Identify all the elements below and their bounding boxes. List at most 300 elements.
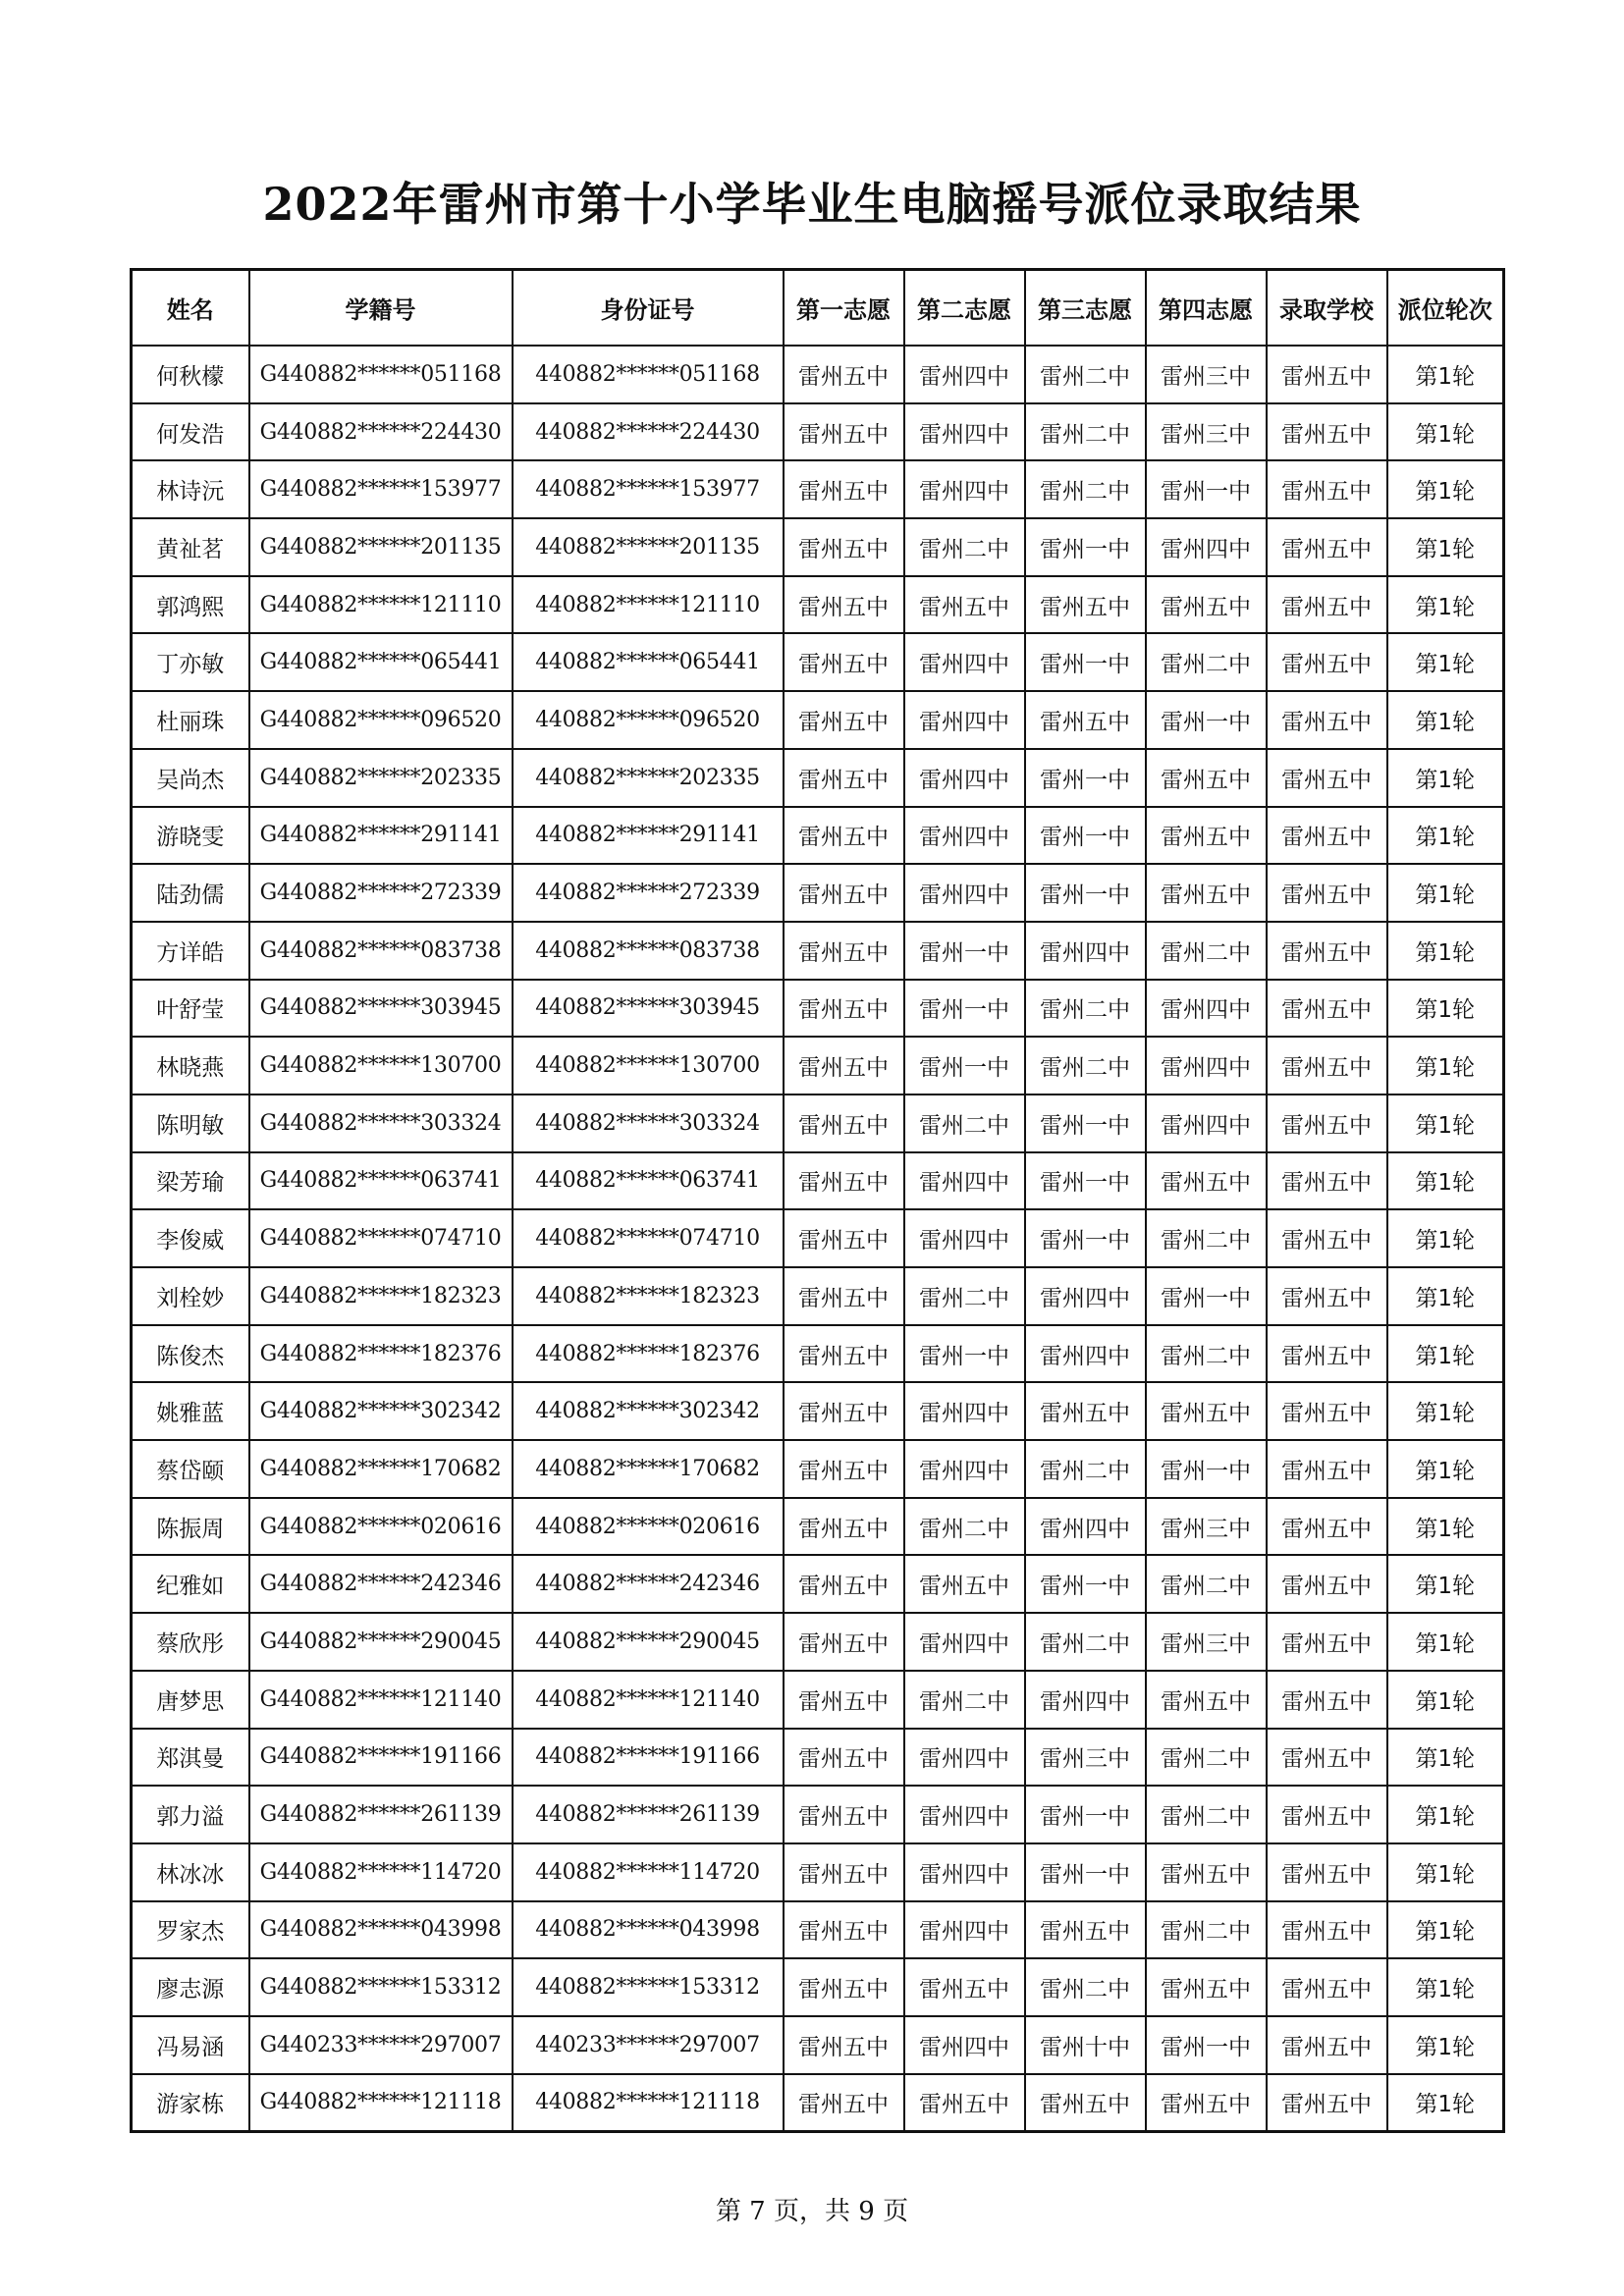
- cell-choice-2: 雷州四中: [904, 460, 1025, 518]
- cell-name: 游家栋: [132, 2074, 249, 2132]
- cell-choice-3: 雷州二中: [1025, 1037, 1146, 1095]
- cell-choice-4: 雷州五中: [1146, 1843, 1267, 1901]
- cell-id-card: 440882******153312: [513, 1958, 784, 2016]
- cell-admitted-school: 雷州五中: [1267, 1613, 1387, 1671]
- cell-choice-4: 雷州二中: [1146, 1901, 1267, 1959]
- cell-id-card: 440882******065441: [513, 633, 784, 691]
- cell-id-card: 440882******020616: [513, 1498, 784, 1556]
- cell-admitted-school: 雷州五中: [1267, 922, 1387, 980]
- column-header-admitted-school: 录取学校: [1267, 270, 1387, 347]
- cell-name: 姚雅蓝: [132, 1382, 249, 1440]
- cell-choice-2: 雷州四中: [904, 864, 1025, 922]
- cell-round: 第1轮: [1387, 1786, 1504, 1843]
- cell-choice-3: 雷州五中: [1025, 576, 1146, 634]
- table-header-row: [132, 270, 1504, 347]
- cell-student-id: G440882******224430: [249, 403, 513, 461]
- column-header-choice-4: 第四志愿: [1146, 270, 1267, 347]
- cell-admitted-school: 雷州五中: [1267, 1729, 1387, 1787]
- cell-choice-3: 雷州五中: [1025, 1901, 1146, 1959]
- cell-round: 第1轮: [1387, 749, 1504, 807]
- table-row: [132, 576, 1504, 634]
- cell-choice-1: 雷州五中: [784, 346, 904, 403]
- cell-student-id: G440882******182376: [249, 1325, 513, 1383]
- table-row: [132, 1843, 1504, 1901]
- cell-round: 第1轮: [1387, 403, 1504, 461]
- cell-choice-2: 雷州五中: [904, 1555, 1025, 1613]
- table-row: [132, 980, 1504, 1038]
- cell-student-id: G440882******096520: [249, 691, 513, 749]
- admission-results-table: [130, 268, 1505, 2133]
- cell-choice-2: 雷州四中: [904, 807, 1025, 865]
- column-header-round: 派位轮次: [1387, 270, 1504, 347]
- cell-admitted-school: 雷州五中: [1267, 1325, 1387, 1383]
- cell-student-id: G440882******020616: [249, 1498, 513, 1556]
- cell-student-id: G440882******272339: [249, 864, 513, 922]
- table-body: [132, 346, 1504, 2132]
- cell-id-card: 440882******272339: [513, 864, 784, 922]
- table-row: [132, 1382, 1504, 1440]
- cell-choice-1: 雷州五中: [784, 576, 904, 634]
- cell-id-card: 440882******170682: [513, 1440, 784, 1498]
- cell-choice-4: 雷州二中: [1146, 1555, 1267, 1613]
- cell-choice-4: 雷州五中: [1146, 807, 1267, 865]
- cell-round: 第1轮: [1387, 807, 1504, 865]
- cell-name: 郭鸿熙: [132, 576, 249, 634]
- table-row: [132, 1786, 1504, 1843]
- table-row: [132, 403, 1504, 461]
- cell-id-card: 440882******302342: [513, 1382, 784, 1440]
- cell-id-card: 440882******191166: [513, 1729, 784, 1787]
- cell-choice-3: 雷州四中: [1025, 1671, 1146, 1729]
- cell-student-id: G440882******083738: [249, 922, 513, 980]
- cell-name: 陈振周: [132, 1498, 249, 1556]
- cell-choice-2: 雷州四中: [904, 1901, 1025, 1959]
- cell-round: 第1轮: [1387, 922, 1504, 980]
- cell-id-card: 440882******063741: [513, 1152, 784, 1210]
- cell-choice-3: 雷州二中: [1025, 1440, 1146, 1498]
- cell-choice-4: 雷州五中: [1146, 576, 1267, 634]
- cell-choice-3: 雷州一中: [1025, 1555, 1146, 1613]
- cell-student-id: G440882******182323: [249, 1267, 513, 1325]
- column-header-choice-2: 第二志愿: [904, 270, 1025, 347]
- table-row: [132, 691, 1504, 749]
- cell-id-card: 440882******201135: [513, 518, 784, 576]
- cell-choice-1: 雷州五中: [784, 518, 904, 576]
- cell-id-card: 440882******182323: [513, 1267, 784, 1325]
- table-row: [132, 1095, 1504, 1152]
- cell-id-card: 440882******121118: [513, 2074, 784, 2132]
- cell-round: 第1轮: [1387, 1382, 1504, 1440]
- table-row: [132, 1209, 1504, 1267]
- cell-id-card: 440882******182376: [513, 1325, 784, 1383]
- cell-choice-2: 雷州四中: [904, 1152, 1025, 1210]
- cell-round: 第1轮: [1387, 1729, 1504, 1787]
- cell-admitted-school: 雷州五中: [1267, 1671, 1387, 1729]
- cell-admitted-school: 雷州五中: [1267, 864, 1387, 922]
- table-row: [132, 1325, 1504, 1383]
- cell-name: 方详皓: [132, 922, 249, 980]
- cell-choice-1: 雷州五中: [784, 1901, 904, 1959]
- cell-choice-4: 雷州五中: [1146, 1671, 1267, 1729]
- cell-name: 林晓燕: [132, 1037, 249, 1095]
- cell-admitted-school: 雷州五中: [1267, 807, 1387, 865]
- cell-choice-2: 雷州一中: [904, 1037, 1025, 1095]
- cell-admitted-school: 雷州五中: [1267, 576, 1387, 634]
- cell-name: 何秋檬: [132, 346, 249, 403]
- cell-name: 廖志源: [132, 1958, 249, 2016]
- cell-choice-4: 雷州五中: [1146, 1382, 1267, 1440]
- cell-choice-4: 雷州四中: [1146, 980, 1267, 1038]
- column-header-id-card: 身份证号: [513, 270, 784, 347]
- cell-choice-3: 雷州四中: [1025, 1325, 1146, 1383]
- cell-choice-3: 雷州三中: [1025, 1729, 1146, 1787]
- cell-choice-2: 雷州二中: [904, 1267, 1025, 1325]
- cell-choice-2: 雷州一中: [904, 1325, 1025, 1383]
- cell-choice-4: 雷州三中: [1146, 346, 1267, 403]
- cell-student-id: G440882******303324: [249, 1095, 513, 1152]
- cell-name: 罗家杰: [132, 1901, 249, 1959]
- cell-round: 第1轮: [1387, 1555, 1504, 1613]
- cell-round: 第1轮: [1387, 980, 1504, 1038]
- cell-id-card: 440882******121110: [513, 576, 784, 634]
- cell-choice-1: 雷州五中: [784, 1671, 904, 1729]
- cell-choice-4: 雷州五中: [1146, 749, 1267, 807]
- cell-choice-3: 雷州二中: [1025, 346, 1146, 403]
- cell-student-id: G440882******261139: [249, 1786, 513, 1843]
- cell-name: 蔡岱颐: [132, 1440, 249, 1498]
- table-row: [132, 1152, 1504, 1210]
- cell-admitted-school: 雷州五中: [1267, 1843, 1387, 1901]
- cell-student-id: G440882******201135: [249, 518, 513, 576]
- cell-id-card: 440882******074710: [513, 1209, 784, 1267]
- cell-choice-4: 雷州一中: [1146, 1267, 1267, 1325]
- cell-choice-1: 雷州五中: [784, 1958, 904, 2016]
- cell-choice-3: 雷州一中: [1025, 518, 1146, 576]
- cell-choice-3: 雷州二中: [1025, 460, 1146, 518]
- cell-choice-1: 雷州五中: [784, 1440, 904, 1498]
- cell-choice-2: 雷州四中: [904, 749, 1025, 807]
- cell-choice-1: 雷州五中: [784, 1095, 904, 1152]
- cell-choice-3: 雷州十中: [1025, 2016, 1146, 2074]
- cell-choice-2: 雷州二中: [904, 518, 1025, 576]
- cell-choice-4: 雷州五中: [1146, 2074, 1267, 2132]
- cell-admitted-school: 雷州五中: [1267, 749, 1387, 807]
- cell-id-card: 440882******121140: [513, 1671, 784, 1729]
- cell-id-card: 440882******096520: [513, 691, 784, 749]
- cell-round: 第1轮: [1387, 1901, 1504, 1959]
- cell-choice-3: 雷州一中: [1025, 1843, 1146, 1901]
- cell-choice-4: 雷州一中: [1146, 691, 1267, 749]
- cell-admitted-school: 雷州五中: [1267, 346, 1387, 403]
- cell-student-id: G440882******051168: [249, 346, 513, 403]
- cell-id-card: 440882******051168: [513, 346, 784, 403]
- cell-choice-3: 雷州五中: [1025, 2074, 1146, 2132]
- cell-name: 唐梦思: [132, 1671, 249, 1729]
- cell-choice-1: 雷州五中: [784, 1613, 904, 1671]
- cell-student-id: G440882******121118: [249, 2074, 513, 2132]
- cell-choice-4: 雷州五中: [1146, 1958, 1267, 2016]
- cell-choice-3: 雷州四中: [1025, 1498, 1146, 1556]
- cell-choice-4: 雷州三中: [1146, 1498, 1267, 1556]
- table-row: [132, 807, 1504, 865]
- cell-choice-2: 雷州四中: [904, 1729, 1025, 1787]
- cell-id-card: 440882******130700: [513, 1037, 784, 1095]
- cell-choice-2: 雷州四中: [904, 2016, 1025, 2074]
- cell-choice-2: 雷州四中: [904, 1440, 1025, 1498]
- cell-choice-3: 雷州四中: [1025, 922, 1146, 980]
- cell-admitted-school: 雷州五中: [1267, 2074, 1387, 2132]
- cell-student-id: G440882******242346: [249, 1555, 513, 1613]
- cell-choice-4: 雷州二中: [1146, 1325, 1267, 1383]
- cell-round: 第1轮: [1387, 864, 1504, 922]
- table-row: [132, 1901, 1504, 1959]
- cell-admitted-school: 雷州五中: [1267, 1209, 1387, 1267]
- cell-admitted-school: 雷州五中: [1267, 1382, 1387, 1440]
- cell-choice-2: 雷州四中: [904, 403, 1025, 461]
- cell-choice-3: 雷州一中: [1025, 864, 1146, 922]
- cell-admitted-school: 雷州五中: [1267, 1095, 1387, 1152]
- cell-choice-2: 雷州四中: [904, 633, 1025, 691]
- cell-student-id: G440882******302342: [249, 1382, 513, 1440]
- cell-choice-2: 雷州一中: [904, 922, 1025, 980]
- cell-round: 第1轮: [1387, 2016, 1504, 2074]
- cell-round: 第1轮: [1387, 1095, 1504, 1152]
- table-row: [132, 1729, 1504, 1787]
- table-row: [132, 922, 1504, 980]
- cell-choice-1: 雷州五中: [784, 1729, 904, 1787]
- cell-choice-2: 雷州五中: [904, 576, 1025, 634]
- cell-round: 第1轮: [1387, 1152, 1504, 1210]
- cell-choice-4: 雷州一中: [1146, 2016, 1267, 2074]
- cell-round: 第1轮: [1387, 2074, 1504, 2132]
- cell-name: 丁亦敏: [132, 633, 249, 691]
- cell-choice-3: 雷州一中: [1025, 807, 1146, 865]
- column-header-choice-3: 第三志愿: [1025, 270, 1146, 347]
- table-row: [132, 1037, 1504, 1095]
- cell-student-id: G440882******170682: [249, 1440, 513, 1498]
- cell-id-card: 440882******153977: [513, 460, 784, 518]
- table-row: [132, 2016, 1504, 2074]
- cell-id-card: 440882******290045: [513, 1613, 784, 1671]
- cell-id-card: 440882******083738: [513, 922, 784, 980]
- table-row: [132, 749, 1504, 807]
- table-row: [132, 1440, 1504, 1498]
- cell-admitted-school: 雷州五中: [1267, 1498, 1387, 1556]
- cell-choice-1: 雷州五中: [784, 691, 904, 749]
- cell-student-id: G440882******121110: [249, 576, 513, 634]
- cell-choice-1: 雷州五中: [784, 1555, 904, 1613]
- cell-name: 刘栓妙: [132, 1267, 249, 1325]
- cell-round: 第1轮: [1387, 576, 1504, 634]
- table-row: [132, 864, 1504, 922]
- cell-choice-2: 雷州四中: [904, 1786, 1025, 1843]
- cell-name: 叶舒莹: [132, 980, 249, 1038]
- cell-choice-3: 雷州二中: [1025, 1958, 1146, 2016]
- cell-choice-1: 雷州五中: [784, 749, 904, 807]
- cell-round: 第1轮: [1387, 346, 1504, 403]
- cell-choice-4: 雷州三中: [1146, 403, 1267, 461]
- cell-choice-1: 雷州五中: [784, 1382, 904, 1440]
- cell-choice-3: 雷州一中: [1025, 1152, 1146, 1210]
- cell-name: 纪雅如: [132, 1555, 249, 1613]
- cell-id-card: 440882******303945: [513, 980, 784, 1038]
- cell-round: 第1轮: [1387, 518, 1504, 576]
- table-row: [132, 1613, 1504, 1671]
- cell-student-id: G440882******114720: [249, 1843, 513, 1901]
- cell-choice-3: 雷州四中: [1025, 1267, 1146, 1325]
- cell-choice-1: 雷州五中: [784, 1325, 904, 1383]
- cell-choice-2: 雷州四中: [904, 346, 1025, 403]
- cell-id-card: 440882******224430: [513, 403, 784, 461]
- cell-round: 第1轮: [1387, 1843, 1504, 1901]
- cell-name: 吴尚杰: [132, 749, 249, 807]
- cell-choice-1: 雷州五中: [784, 1498, 904, 1556]
- cell-choice-1: 雷州五中: [784, 922, 904, 980]
- cell-round: 第1轮: [1387, 1325, 1504, 1383]
- table-row: [132, 1671, 1504, 1729]
- cell-choice-4: 雷州三中: [1146, 1613, 1267, 1671]
- cell-choice-1: 雷州五中: [784, 864, 904, 922]
- cell-choice-1: 雷州五中: [784, 1843, 904, 1901]
- cell-name: 游晓雯: [132, 807, 249, 865]
- cell-student-id: G440882******063741: [249, 1152, 513, 1210]
- cell-choice-1: 雷州五中: [784, 403, 904, 461]
- cell-name: 冯易涵: [132, 2016, 249, 2074]
- cell-admitted-school: 雷州五中: [1267, 1152, 1387, 1210]
- cell-choice-1: 雷州五中: [784, 2074, 904, 2132]
- cell-choice-2: 雷州二中: [904, 1095, 1025, 1152]
- cell-choice-2: 雷州四中: [904, 1613, 1025, 1671]
- cell-choice-3: 雷州五中: [1025, 1382, 1146, 1440]
- cell-name: 陈俊杰: [132, 1325, 249, 1383]
- cell-choice-1: 雷州五中: [784, 1786, 904, 1843]
- cell-student-id: G440882******074710: [249, 1209, 513, 1267]
- cell-student-id: G440882******303945: [249, 980, 513, 1038]
- cell-choice-1: 雷州五中: [784, 1037, 904, 1095]
- cell-student-id: G440882******130700: [249, 1037, 513, 1095]
- cell-admitted-school: 雷州五中: [1267, 1958, 1387, 2016]
- cell-name: 蔡欣彤: [132, 1613, 249, 1671]
- cell-choice-4: 雷州五中: [1146, 1152, 1267, 1210]
- cell-student-id: G440882******153977: [249, 460, 513, 518]
- cell-admitted-school: 雷州五中: [1267, 633, 1387, 691]
- table-row: [132, 460, 1504, 518]
- cell-id-card: 440882******242346: [513, 1555, 784, 1613]
- cell-choice-1: 雷州五中: [784, 1209, 904, 1267]
- table-row: [132, 633, 1504, 691]
- cell-choice-2: 雷州五中: [904, 2074, 1025, 2132]
- cell-choice-2: 雷州二中: [904, 1498, 1025, 1556]
- cell-choice-4: 雷州二中: [1146, 1729, 1267, 1787]
- cell-name: 林冰冰: [132, 1843, 249, 1901]
- cell-name: 黄祉茗: [132, 518, 249, 576]
- cell-admitted-school: 雷州五中: [1267, 1267, 1387, 1325]
- cell-choice-3: 雷州二中: [1025, 403, 1146, 461]
- table-row: [132, 1498, 1504, 1556]
- cell-choice-4: 雷州二中: [1146, 1209, 1267, 1267]
- cell-choice-1: 雷州五中: [784, 1152, 904, 1210]
- cell-admitted-school: 雷州五中: [1267, 691, 1387, 749]
- cell-round: 第1轮: [1387, 1671, 1504, 1729]
- document-title: 2022年雷州市第十小学毕业生电脑摇号派位录取结果: [262, 178, 1362, 231]
- cell-round: 第1轮: [1387, 1037, 1504, 1095]
- cell-choice-3: 雷州一中: [1025, 1209, 1146, 1267]
- table-row: [132, 1958, 1504, 2016]
- cell-choice-4: 雷州五中: [1146, 864, 1267, 922]
- cell-round: 第1轮: [1387, 691, 1504, 749]
- cell-id-card: 440882******202335: [513, 749, 784, 807]
- column-header-choice-1: 第一志愿: [784, 270, 904, 347]
- cell-student-id: G440882******043998: [249, 1901, 513, 1959]
- cell-name: 陈明敏: [132, 1095, 249, 1152]
- cell-admitted-school: 雷州五中: [1267, 1037, 1387, 1095]
- cell-student-id: G440233******297007: [249, 2016, 513, 2074]
- cell-admitted-school: 雷州五中: [1267, 518, 1387, 576]
- cell-id-card: 440882******114720: [513, 1843, 784, 1901]
- cell-id-card: 440882******291141: [513, 807, 784, 865]
- cell-choice-4: 雷州二中: [1146, 633, 1267, 691]
- table-row: [132, 1267, 1504, 1325]
- cell-choice-1: 雷州五中: [784, 807, 904, 865]
- cell-name: 杜丽珠: [132, 691, 249, 749]
- cell-choice-4: 雷州二中: [1146, 922, 1267, 980]
- table-row: [132, 518, 1504, 576]
- cell-choice-1: 雷州五中: [784, 460, 904, 518]
- cell-choice-3: 雷州一中: [1025, 633, 1146, 691]
- cell-round: 第1轮: [1387, 1267, 1504, 1325]
- cell-round: 第1轮: [1387, 1498, 1504, 1556]
- cell-admitted-school: 雷州五中: [1267, 2016, 1387, 2074]
- cell-name: 郑淇曼: [132, 1729, 249, 1787]
- cell-choice-1: 雷州五中: [784, 1267, 904, 1325]
- cell-choice-1: 雷州五中: [784, 2016, 904, 2074]
- column-header-name: 姓名: [132, 270, 249, 347]
- cell-choice-4: 雷州一中: [1146, 460, 1267, 518]
- cell-round: 第1轮: [1387, 1440, 1504, 1498]
- cell-choice-4: 雷州四中: [1146, 1037, 1267, 1095]
- cell-choice-3: 雷州一中: [1025, 1095, 1146, 1152]
- cell-student-id: G440882******290045: [249, 1613, 513, 1671]
- cell-choice-2: 雷州一中: [904, 980, 1025, 1038]
- cell-id-card: 440233******297007: [513, 2016, 784, 2074]
- cell-name: 何发浩: [132, 403, 249, 461]
- cell-id-card: 440882******261139: [513, 1786, 784, 1843]
- cell-round: 第1轮: [1387, 1958, 1504, 2016]
- cell-student-id: G440882******153312: [249, 1958, 513, 2016]
- column-header-student-id: 学籍号: [249, 270, 513, 347]
- cell-round: 第1轮: [1387, 460, 1504, 518]
- cell-choice-2: 雷州四中: [904, 1382, 1025, 1440]
- cell-choice-2: 雷州四中: [904, 1209, 1025, 1267]
- cell-admitted-school: 雷州五中: [1267, 1440, 1387, 1498]
- cell-choice-2: 雷州五中: [904, 1958, 1025, 2016]
- cell-admitted-school: 雷州五中: [1267, 1786, 1387, 1843]
- cell-student-id: G440882******121140: [249, 1671, 513, 1729]
- cell-student-id: G440882******202335: [249, 749, 513, 807]
- cell-choice-1: 雷州五中: [784, 633, 904, 691]
- cell-choice-2: 雷州四中: [904, 1843, 1025, 1901]
- cell-choice-1: 雷州五中: [784, 980, 904, 1038]
- cell-id-card: 440882******303324: [513, 1095, 784, 1152]
- cell-admitted-school: 雷州五中: [1267, 980, 1387, 1038]
- cell-round: 第1轮: [1387, 1209, 1504, 1267]
- cell-choice-4: 雷州二中: [1146, 1786, 1267, 1843]
- cell-choice-3: 雷州二中: [1025, 980, 1146, 1038]
- cell-choice-4: 雷州四中: [1146, 518, 1267, 576]
- cell-choice-4: 雷州一中: [1146, 1440, 1267, 1498]
- cell-choice-3: 雷州五中: [1025, 691, 1146, 749]
- cell-choice-2: 雷州二中: [904, 1671, 1025, 1729]
